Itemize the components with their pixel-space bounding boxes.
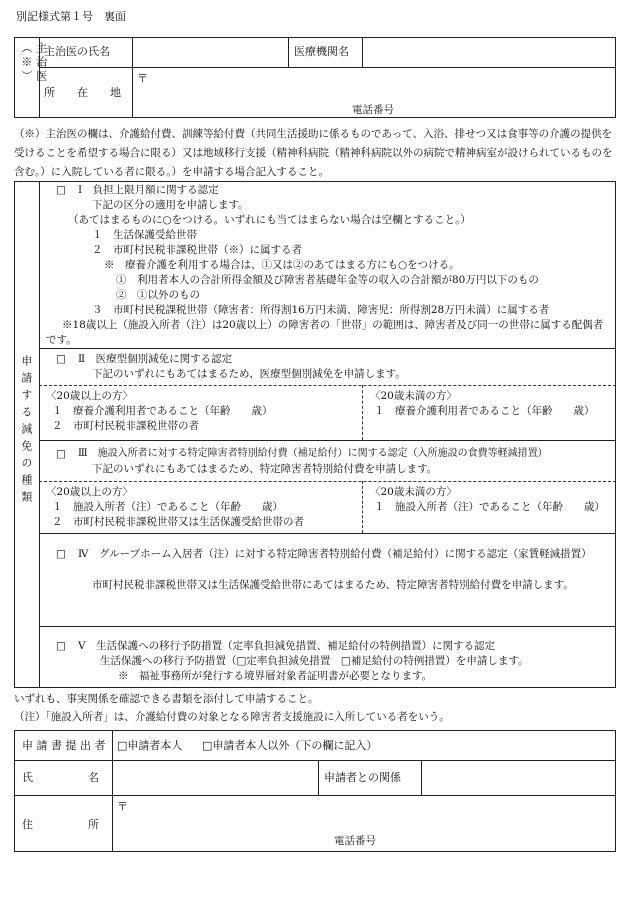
section3-checkbox[interactable]: □: [56, 448, 66, 460]
section5-line1[interactable]: 生活保護への移行予防措置（□定率負担減免措置 □補足給付の特例措置）を申請します。: [100, 655, 529, 667]
section1-note2: ※18歳以上（施設入所者（注）は20歳以上）の障害者の「世帯」の範囲は、障害者及び同一の世帯に属する配偶者です。: [46, 319, 604, 346]
section3-right-header: 〈20歳未満の方〉: [370, 486, 457, 498]
submitter-option-self[interactable]: □申請者本人: [117, 739, 183, 752]
institution-label: 医療機関名: [294, 45, 349, 58]
section5-checkbox[interactable]: □: [56, 640, 66, 652]
section4-checkbox[interactable]: □: [56, 548, 66, 560]
submitter-name-label: 氏 名: [22, 771, 99, 784]
submitter-label: 申 請 書 提 出 者: [22, 739, 106, 752]
section1-sub1[interactable]: ① 利用者本人の合計所得金額及び障害者基礎年金等の収入の合計額が80万円以下のもの: [116, 274, 539, 286]
section1-item1[interactable]: １ 生活保護受給世帯: [92, 229, 197, 241]
section2-line1: 下記のいずれにもあてはまるため、医療型個別減免を申請します。: [92, 368, 406, 380]
section3-left-header: 〈20歳以上の方〉: [46, 486, 133, 498]
reduction-side-label: 申請する減免の種類: [19, 355, 33, 508]
section5-title: Ⅴ 生活保護への移行予防措置（定率負担減免措置、補足給付の特例措置）に関する認定: [78, 640, 496, 652]
section2-left2[interactable]: ２ 市町村民税非課税世帯の者: [52, 420, 199, 432]
physician-side-label: 主治医（※）: [19, 42, 48, 84]
physician-note: （※）主治医の欄は、介護給付費、訓練等給付費（共同生活援助に係るものであって、入浴、排せつ又は食事等の介護の提供を受けることを希望する場合に限る）又は地域移行支援（精神科病院（精神科病院以外の病院で精神病室が設けられているものを含む。）に入院している者に限る。）を申請する場合記入すること。: [14, 128, 613, 178]
physician-name-field[interactable]: [134, 39, 286, 65]
footer-note-2: （注）「施設入所者」は、介護給付費の対象となる障害者支援施設に入所している者をいう。: [14, 711, 450, 723]
relation-field[interactable]: [423, 762, 614, 793]
section1-item3[interactable]: ３ 市町村民税課税世帯（障害者：所得割16万円未満、障害児：所得割28万円未満）に属する者: [92, 304, 550, 316]
section2-title: Ⅱ 医療型個別減免に関する認定: [78, 353, 233, 365]
submitter-phone-label: 電話番号: [334, 835, 376, 847]
footer-note-1: いずれも、事実関係を確認できる書類を添付して申請すること。: [14, 693, 319, 705]
section3-line1: 下記のいずれにもあてはまるため、特定障害者特別給付費を申請します。: [92, 463, 438, 475]
submitter-address-label: 住 所: [22, 818, 99, 831]
section1-line1: 下記の区分の適用を申請します。: [92, 199, 249, 211]
section2-left1[interactable]: １ 療養介護利用者であること（年齢 歳）: [52, 405, 273, 417]
institution-field[interactable]: [364, 39, 614, 65]
section2-right-header: 〈20歳未満の方〉: [370, 390, 457, 402]
section5-note: ※ 福祉事務所が発行する境界層対象者証明書が必要となります。: [118, 670, 433, 682]
section2-right1[interactable]: １ 療養介護利用者であること（年齢 歳）: [374, 405, 595, 417]
section3-title: Ⅲ 施設入所者に対する特定障害者特別給付費（補足給付）に関する認定（入所施設の食費等軽減措置）: [78, 448, 548, 459]
submitter-postal-mark: 〒: [117, 800, 128, 813]
section1-checkbox[interactable]: □: [56, 184, 66, 196]
section4-title: Ⅳ グループホーム入居者（注）に対する特定障害者特別給付費（補足給付）に関する認定（家賃軽減措置）: [78, 548, 592, 560]
submitter-address-field[interactable]: [130, 798, 612, 826]
section1-note1: ※ 療養介護を利用する場合は、①又は②のあてはまる方にも○をつける。: [104, 259, 460, 271]
section3-left1[interactable]: １ 施設入所者（注）であること（年齢 歳）: [52, 501, 283, 513]
physician-name-label: 主治医の氏名: [44, 45, 110, 58]
physician-address-label: 所 在 地: [44, 86, 121, 99]
section1-title: Ⅰ 負担上限月額に関する認定: [78, 184, 219, 196]
section2-checkbox[interactable]: □: [56, 353, 66, 365]
section1-item2[interactable]: ２ 市町村民税非課税世帯（※）に属する者: [92, 244, 302, 256]
physician-address-field[interactable]: [150, 70, 612, 98]
section1-line2: （あてはまるものに○をつける。いずれにも当てはまらない場合は空欄とすること。）: [68, 214, 471, 226]
submitter-name-field[interactable]: [114, 762, 316, 793]
section3-left2[interactable]: ２ 市町村民税非課税世帯又は生活保護受給世帯の者: [52, 516, 304, 528]
physician-phone-label: 電話番号: [352, 104, 394, 116]
section4-line1: 市町村民税非課税世帯又は生活保護受給世帯にあてはまるため、特定障害者特別給付費を申請します。: [92, 579, 574, 591]
section1-sub2[interactable]: ② ①以外のもの: [116, 289, 200, 301]
relation-label: 申請者との関係: [324, 771, 401, 784]
postal-mark: 〒: [137, 72, 148, 85]
section2-left-header: 〈20歳以上の方〉: [46, 390, 133, 402]
form-title: 別記様式第１号 裏面: [16, 10, 126, 23]
submitter-option-other[interactable]: □申請者本人以外（下の欄に記入）: [202, 739, 378, 752]
section3-right1[interactable]: １ 施設入所者（注）であること（年齢 歳）: [374, 501, 605, 513]
